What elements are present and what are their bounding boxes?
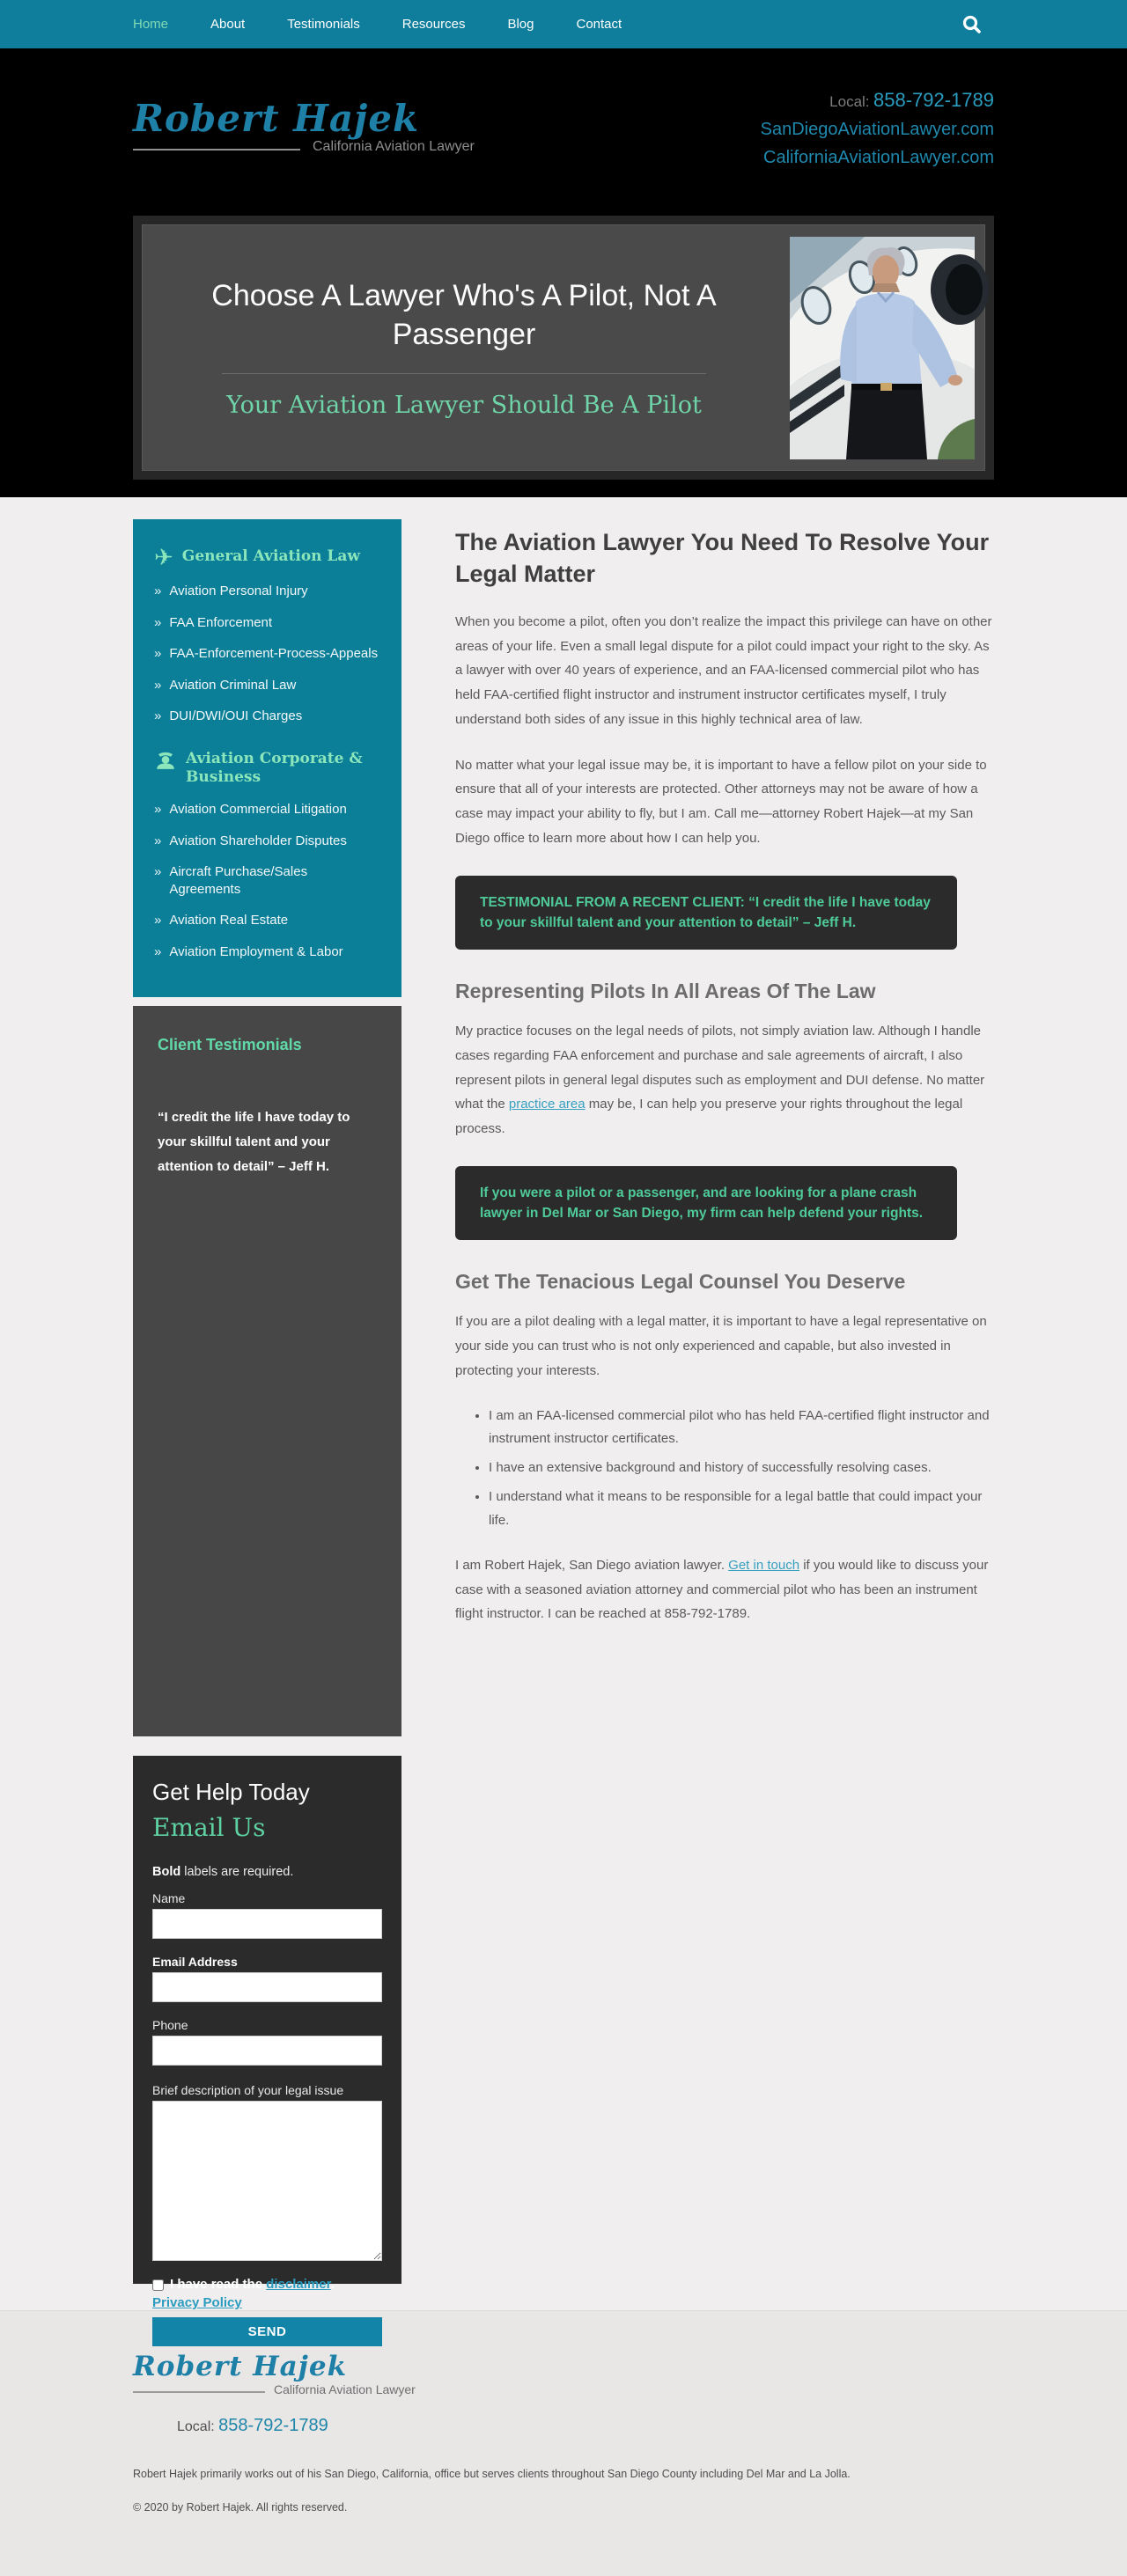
header-contact <box>761 85 994 171</box>
sidebar-item-aviation-personal-injury[interactable]: » Aviation Personal Injury <box>154 583 308 598</box>
search-icon[interactable] <box>961 13 983 36</box>
counsel-paragraph: If you are a pilot dealing with a legal matter, it is important to have a legal representative on your side you can trust who is not only experienced and capable, but also invested in protecting your interests. <box>455 1314 987 1378</box>
phone-label: Phone <box>152 2018 188 2032</box>
disclaimer-agree-row: I have read the disclaimer. <box>152 2276 382 2293</box>
intro-paragraph-1: When you become a pilot, often you don’t realize the impact this privilege can have on other areas of your life. Even a small legal dispute for a pilot could impact your right to the sky. As a lawyer with over 40 years of experience, and an FAA-licensed commercial pilot who has held FAA-certified flight instructor and instrument instructor certificates myself, I truly understand both sides of any issue in this highly technical area of law. <box>455 613 992 727</box>
site-footer <box>0 2310 1127 2576</box>
domain-link-sandiego[interactable]: SanDiegoAviationLawyer.com <box>760 119 994 139</box>
practice-paragraph: My practice focuses on the legal needs of pilots, not simply aviation law. Although I handle cases regarding FAA enforcement and purchase and sale agreements of aircraft, I also represent pilots in general legal disputes such as employment and DUI defense. No matter what the practice area may be, I can help you preserve your rights throughout the legal process. <box>455 1024 985 1137</box>
sidebar-item-aviation-real-estate[interactable]: » Aviation Real Estate <box>154 913 289 928</box>
logo-name: Robert Hajek <box>133 97 420 140</box>
sidebar-item-aviation-shareholder-disputes[interactable]: » Aviation Shareholder Disputes <box>154 833 347 848</box>
logo-underline <box>133 149 300 150</box>
chevron-icon: » <box>154 646 162 661</box>
footer-logo-underline <box>133 2391 265 2393</box>
attorney-photo <box>790 237 975 459</box>
sidebar-section-title: General Aviation Law <box>181 547 361 565</box>
practice-area-link[interactable]: practice area <box>508 1097 586 1112</box>
privacy-policy-link[interactable]: Privacy Policy <box>152 2295 242 2311</box>
sidebar-item-faa-enforcement[interactable]: » FAA Enforcement <box>154 614 273 630</box>
sidebar-item-dui-dwi-oui-charges[interactable]: » DUI/DWI/OUI Charges <box>154 708 303 723</box>
hero-text-block <box>143 276 759 419</box>
nav-links <box>133 17 622 32</box>
footer-local-label: Local: <box>177 2419 215 2434</box>
get-in-touch-link[interactable]: Get in touch <box>728 1557 800 1573</box>
nav-item-resources[interactable]: Resources <box>401 17 466 32</box>
footer-logo-name: Robert Hajek <box>133 2351 348 2382</box>
footer-logo <box>133 2353 994 2396</box>
send-button[interactable]: SEND <box>152 2317 382 2346</box>
client-testimonial-quote: “I credit the life I have today to your skillful talent and your attention to detail” – Jeff H. <box>158 1110 350 1174</box>
list-item: • I am an FAA-licensed commercial pilot who has held FAA-certified flight instructor and instrument instructor certificates. <box>489 1405 994 1451</box>
nav-item-blog[interactable]: Blog <box>507 17 534 32</box>
list-item: • I understand what it means to be responsible for a legal battle that could impact your life. <box>489 1486 994 1532</box>
section-heading-representing-pilots: Representing Pilots In All Areas Of The Law <box>455 980 876 1003</box>
practice-areas-nav <box>133 519 401 997</box>
testimonial-callout: TESTIMONIAL FROM A RECENT CLIENT: “I credit the life I have today to your skillful talent and your attention to detail” – Jeff H. <box>455 876 957 950</box>
chevron-icon: » <box>154 864 162 879</box>
plane-icon: ✈ <box>154 544 173 570</box>
hero-section <box>0 207 1127 497</box>
header-phone-link[interactable]: 858-792-1789 <box>873 88 994 111</box>
site-logo[interactable] <box>133 97 475 155</box>
local-label: Local: <box>829 92 870 110</box>
logo-tagline: California Aviation Lawyer <box>313 139 475 154</box>
sidebar-item-aviation-employment-labor[interactable]: » Aviation Employment & Labor <box>154 943 343 959</box>
disclaimer-link[interactable]: disclaimer <box>266 2277 331 2292</box>
main-content-area <box>0 497 1127 2340</box>
sidebar-section-general-aviation <box>154 546 380 569</box>
page-title: The Aviation Lawyer You Need To Resolve Your Legal Matter <box>455 529 990 588</box>
chevron-icon: » <box>154 708 162 723</box>
client-testimonials-box <box>133 1006 401 1736</box>
client-testimonials-title: Client Testimonials <box>158 1036 302 1053</box>
contact-form <box>133 1756 401 2340</box>
form-subtitle: Email Us <box>152 1813 266 1842</box>
sidebar-item-aviation-criminal-law[interactable]: » Aviation Criminal Law <box>154 677 297 693</box>
email-field[interactable] <box>152 1972 382 2002</box>
phone-field[interactable] <box>152 2036 382 2066</box>
sidebar-section-aviation-corporate <box>154 748 380 788</box>
plane-crash-callout: If you were a pilot or a passenger, and are looking for a plane crash lawyer in Del Mar or San Diego, my firm can help defend your rights. <box>455 1166 957 1241</box>
sidebar-item-faa-enforcement-process-appeals[interactable]: » FAA-Enforcement-Process-Appeals <box>154 646 379 661</box>
intro-paragraph-2: No matter what your legal issue may be, it is important to have a fellow pilot on your side to ensure that all of your interests are protected. Other attorneys may not be aware of how a case may impact your ability to fly, but I am. Call me—attorney Robert Hajek—at my San Diego office to learn more about how I can help you. <box>455 757 987 846</box>
footer-contact <box>133 2416 994 2436</box>
legal-issue-textarea[interactable] <box>152 2101 382 2261</box>
description-label: Brief description of your legal issue <box>152 2083 344 2097</box>
chevron-icon: » <box>154 614 162 630</box>
article-content <box>455 519 994 2284</box>
form-required-note: Bold labels are required. <box>152 1865 294 1879</box>
footer-phone-link[interactable]: 858-792-1789 <box>218 2416 328 2435</box>
footer-logo-tagline: California Aviation Lawyer <box>274 2382 416 2396</box>
disclaimer-checkbox[interactable] <box>152 2279 164 2291</box>
hero-title: Choose A Lawyer Who's A Pilot, Not A Passenger <box>211 278 717 351</box>
left-sidebar <box>133 519 401 2340</box>
sidebar-item-aviation-commercial-litigation[interactable]: » Aviation Commercial Litigation <box>154 802 347 817</box>
footer-disclaimer: Robert Hajek primarily works out of his San Diego, California, office but serves clients throughout San Diego County including Del Mar and La Jolla. <box>133 2468 851 2480</box>
pilot-icon <box>154 748 177 775</box>
hero-divider <box>222 373 705 374</box>
nav-item-testimonials[interactable]: Testimonials <box>287 17 360 32</box>
list-item: • I have an extensive background and history of successfully resolving cases. <box>489 1457 994 1479</box>
chevron-icon: » <box>154 583 162 598</box>
credentials-list <box>489 1405 994 1532</box>
domain-link-california[interactable]: CaliforniaAviationLawyer.com <box>763 147 994 167</box>
email-label: Email Address <box>152 1955 238 1969</box>
name-label: Name <box>152 1891 186 1905</box>
hero-subtitle: Your Aviation Lawyer Should Be A Pilot <box>226 392 702 420</box>
chevron-icon: » <box>154 943 162 959</box>
sidebar-section-title: Aviation Corporate & Business <box>186 749 363 786</box>
top-navigation-bar <box>0 0 1127 48</box>
section-heading-tenacious-counsel: Get The Tenacious Legal Counsel You Deserve <box>455 1270 906 1294</box>
footer-copyright: © 2020 by Robert Hajek. All rights reserved. <box>133 2501 348 2514</box>
chevron-icon: » <box>154 802 162 817</box>
chevron-icon: » <box>154 677 162 693</box>
site-header <box>0 48 1127 207</box>
hero-banner <box>133 216 994 480</box>
chevron-icon: » <box>154 833 162 848</box>
nav-item-about[interactable]: About <box>210 17 246 32</box>
closing-paragraph: I am Robert Hajek, San Diego aviation lawyer. Get in touch if you would like to discuss your case with a seasoned aviation attorney and commercial pilot who has been an instrument flight instructor. I can be reached at 858-792-1789. <box>455 1557 989 1622</box>
nav-item-home[interactable]: Home <box>133 17 169 32</box>
name-field[interactable] <box>152 1909 382 1939</box>
nav-item-contact[interactable]: Contact <box>576 17 622 32</box>
form-title: Get Help Today <box>152 1779 310 1805</box>
chevron-icon: » <box>154 913 162 928</box>
sidebar-item-aircraft-purchase-sales-agreements[interactable]: » Aircraft Purchase/Sales Agreements <box>154 864 308 897</box>
